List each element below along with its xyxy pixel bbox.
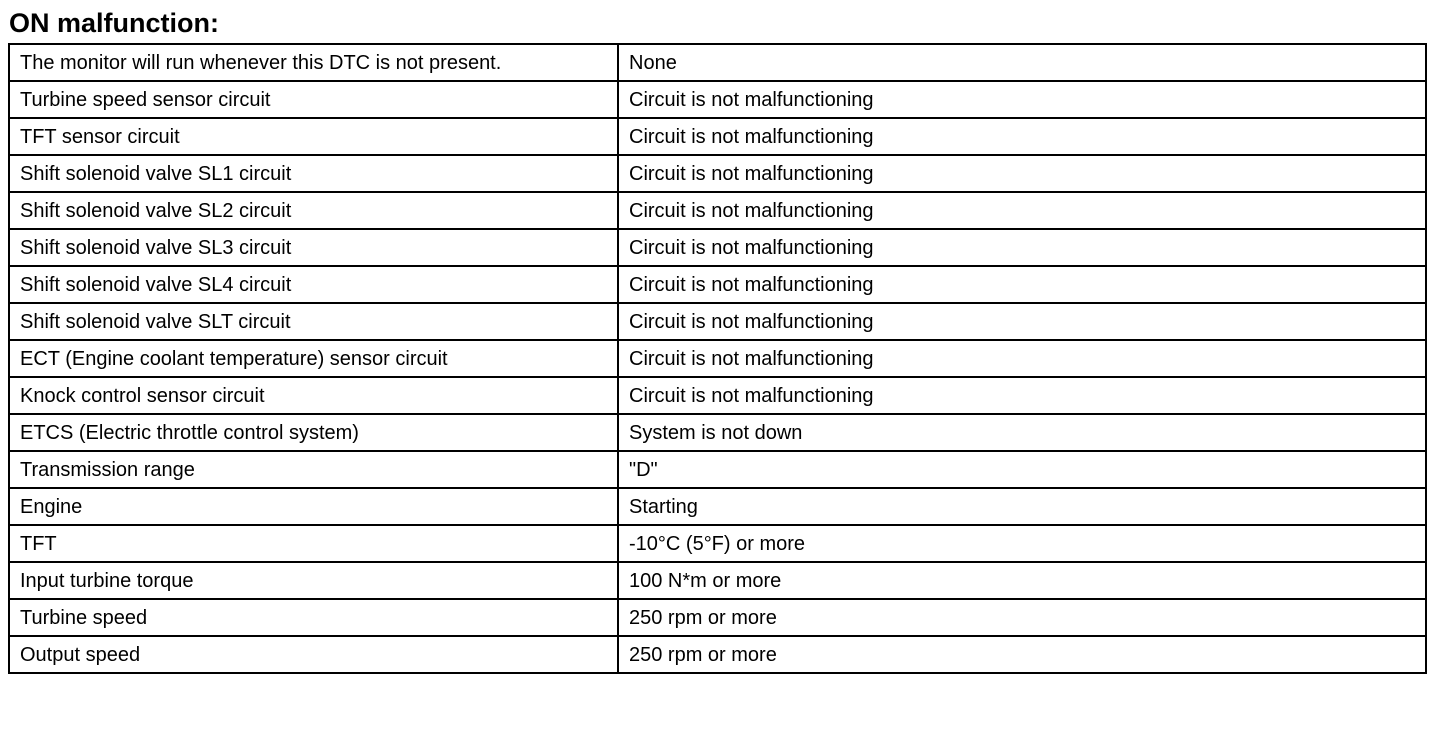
table-row — [9, 303, 1426, 340]
item-cell: ECT (Engine coolant temperature) sensor circuit — [9, 340, 618, 377]
item-cell: Shift solenoid valve SL3 circuit — [9, 229, 618, 266]
table-row — [9, 81, 1426, 118]
item-cell: The monitor will run whenever this DTC is not present. — [9, 44, 618, 81]
condition-cell: Circuit is not malfunctioning — [618, 303, 1426, 340]
table-row — [9, 636, 1426, 673]
condition-cell: -10°C (5°F) or more — [618, 525, 1426, 562]
item-cell: Transmission range — [9, 451, 618, 488]
condition-cell: Circuit is not malfunctioning — [618, 192, 1426, 229]
table-row — [9, 562, 1426, 599]
condition-cell: 250 rpm or more — [618, 599, 1426, 636]
table-row — [9, 414, 1426, 451]
table-row — [9, 44, 1426, 81]
condition-cell: Circuit is not malfunctioning — [618, 229, 1426, 266]
condition-cell: Circuit is not malfunctioning — [618, 155, 1426, 192]
table-row — [9, 229, 1426, 266]
item-cell: Shift solenoid valve SL1 circuit — [9, 155, 618, 192]
condition-cell: Circuit is not malfunctioning — [618, 377, 1426, 414]
item-cell: Output speed — [9, 636, 618, 673]
condition-cell: 250 rpm or more — [618, 636, 1426, 673]
condition-cell: Circuit is not malfunctioning — [618, 266, 1426, 303]
table-row — [9, 451, 1426, 488]
table-row — [9, 377, 1426, 414]
item-cell: Input turbine torque — [9, 562, 618, 599]
item-cell: ETCS (Electric throttle control system) — [9, 414, 618, 451]
table-row — [9, 192, 1426, 229]
item-cell: Engine — [9, 488, 618, 525]
condition-cell: Circuit is not malfunctioning — [618, 340, 1426, 377]
monitor-conditions-table — [8, 43, 1427, 674]
condition-cell: None — [618, 44, 1426, 81]
table-row — [9, 155, 1426, 192]
table-row — [9, 340, 1426, 377]
condition-cell: Circuit is not malfunctioning — [618, 118, 1426, 155]
item-cell: Shift solenoid valve SL2 circuit — [9, 192, 618, 229]
item-cell: Turbine speed sensor circuit — [9, 81, 618, 118]
condition-cell: "D" — [618, 451, 1426, 488]
table-row — [9, 488, 1426, 525]
condition-cell: 100 N*m or more — [618, 562, 1426, 599]
condition-cell: System is not down — [618, 414, 1426, 451]
table-row — [9, 525, 1426, 562]
item-cell: Shift solenoid valve SLT circuit — [9, 303, 618, 340]
table-row — [9, 599, 1426, 636]
condition-cell: Starting — [618, 488, 1426, 525]
page-title: ON malfunction: — [9, 8, 219, 38]
item-cell: TFT — [9, 525, 618, 562]
item-cell: TFT sensor circuit — [9, 118, 618, 155]
item-cell: Knock control sensor circuit — [9, 377, 618, 414]
item-cell: Turbine speed — [9, 599, 618, 636]
table-row — [9, 266, 1426, 303]
table-row — [9, 118, 1426, 155]
item-cell: Shift solenoid valve SL4 circuit — [9, 266, 618, 303]
condition-cell: Circuit is not malfunctioning — [618, 81, 1426, 118]
